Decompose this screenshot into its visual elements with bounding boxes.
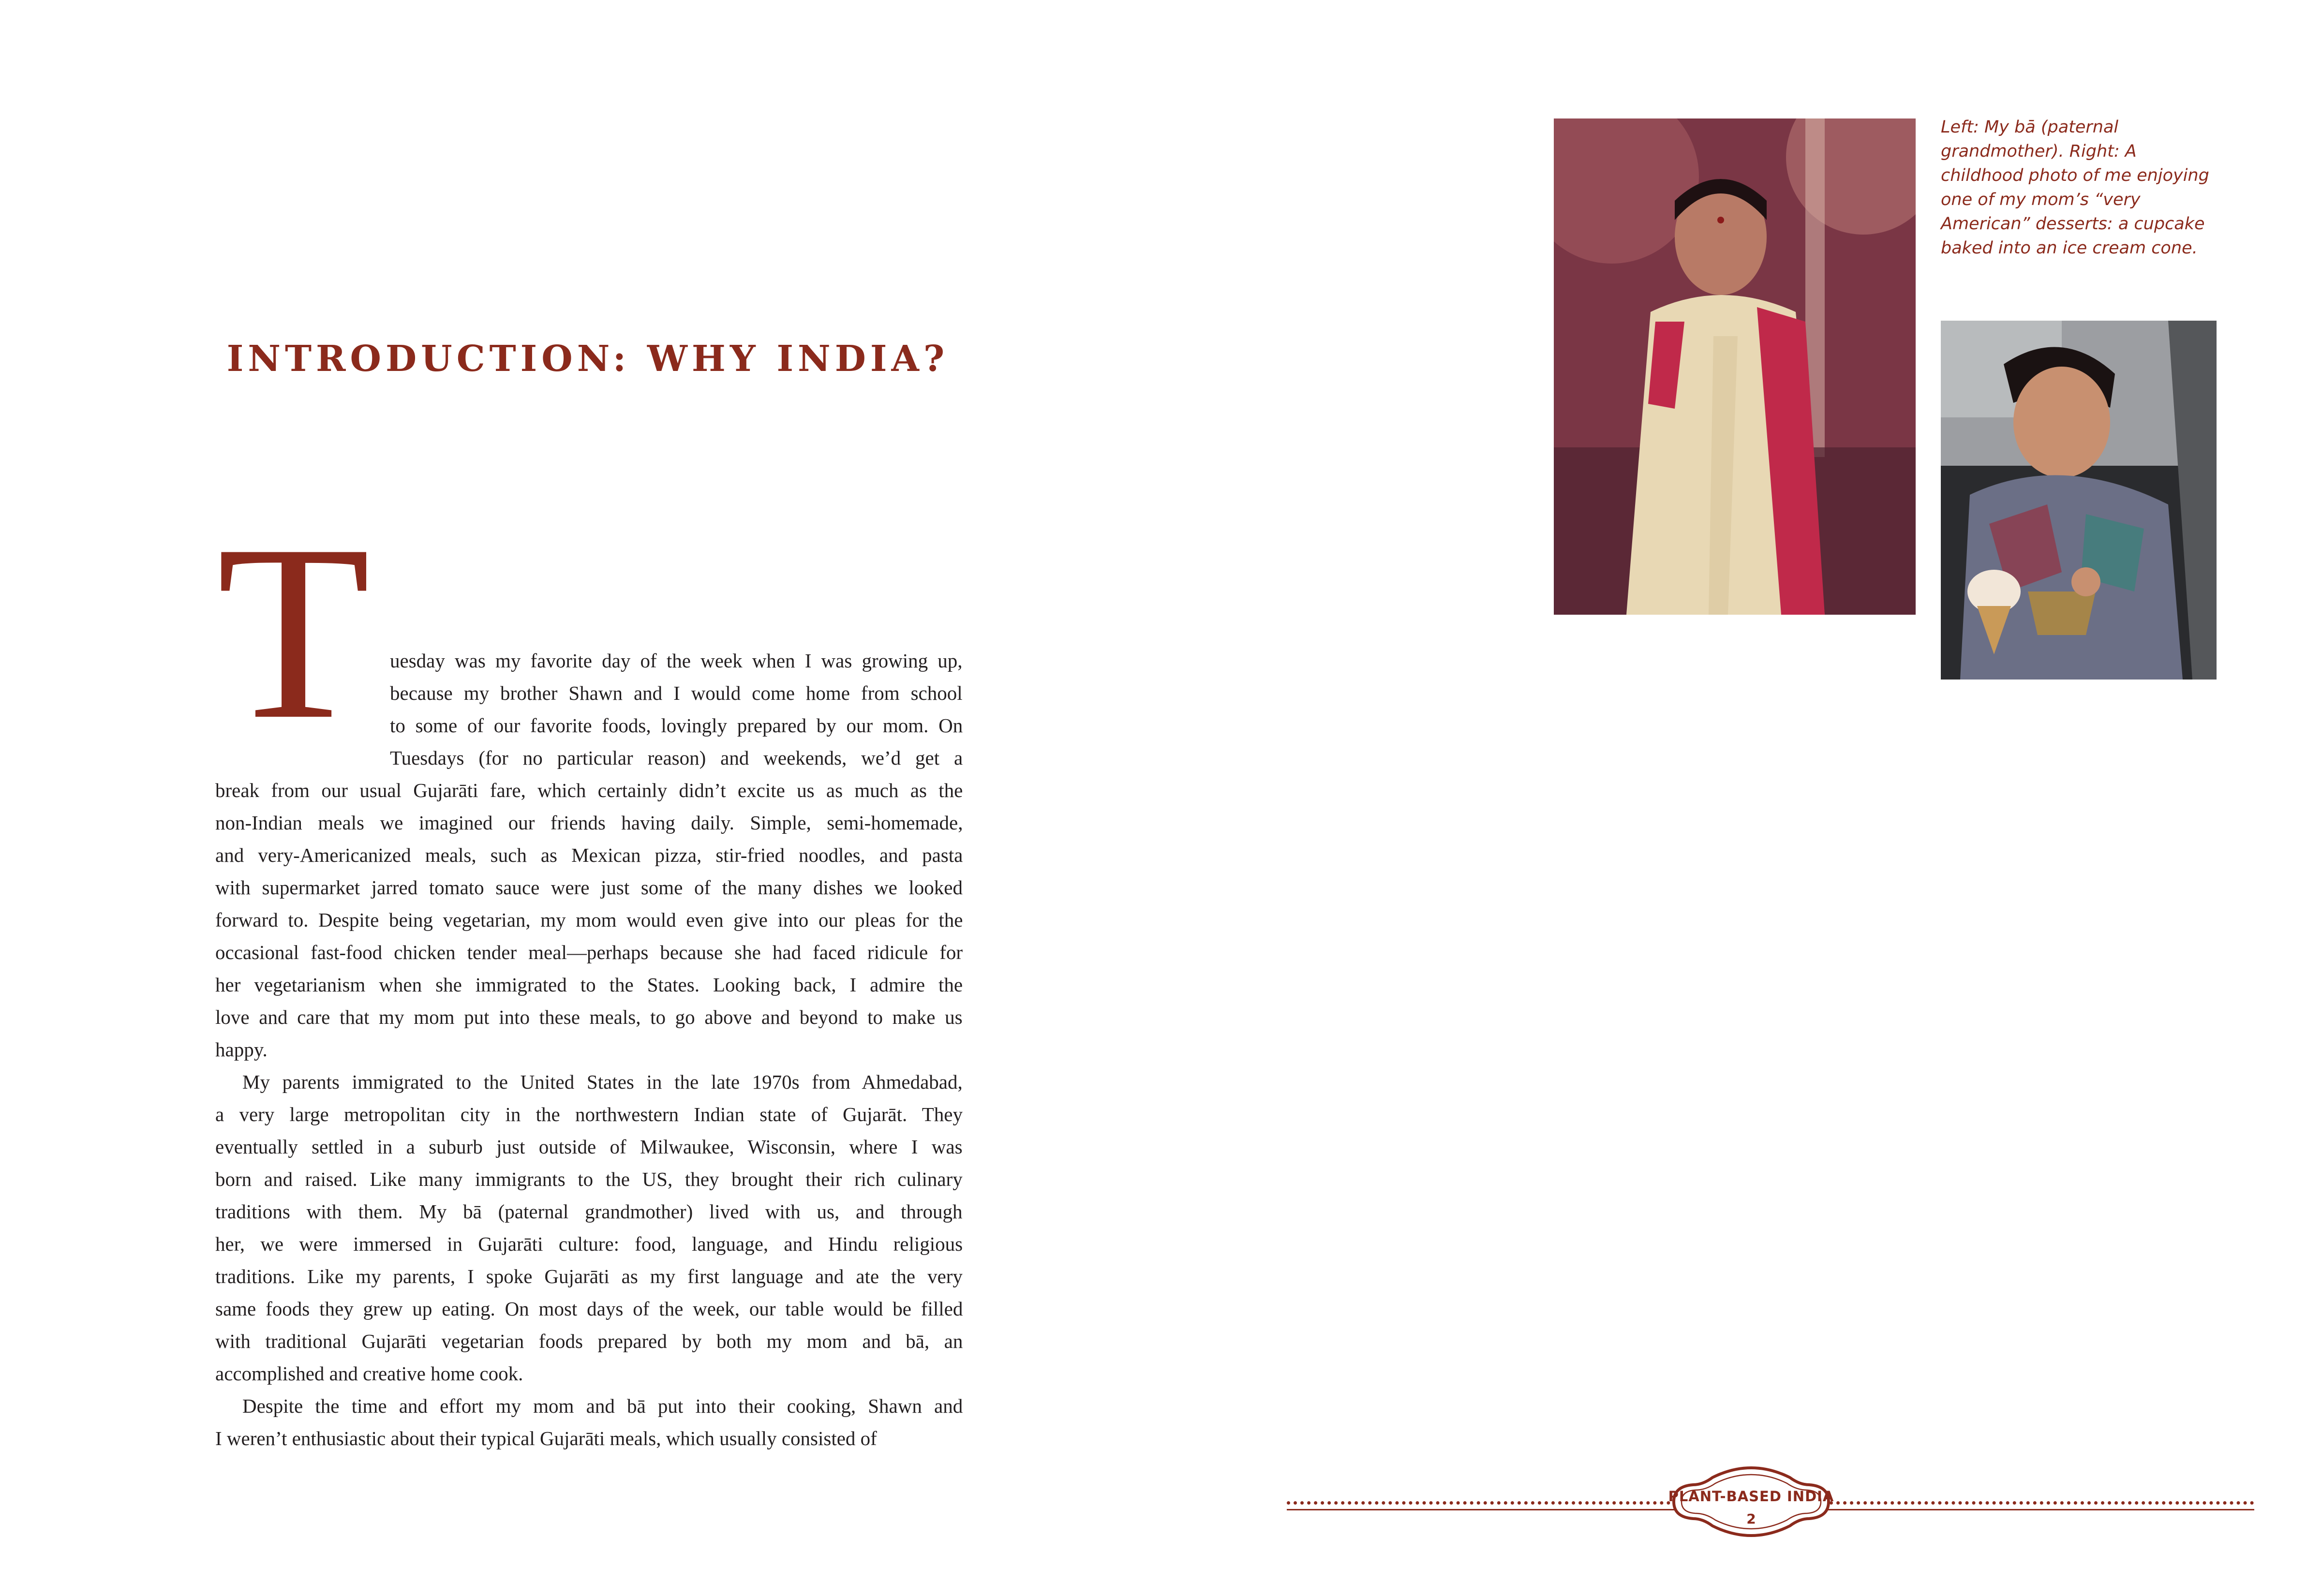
childhood-photo: [1941, 321, 2217, 680]
text-line: non-Indian meals we imagined our friends having daily. Simple, semi-homemade,: [215, 812, 963, 834]
footer-book-title: PLANT-BASED INDIA: [1668, 1488, 1834, 1505]
text-line: and very-Americanized meals, such as Mexican pizza, stir-fried noodles, and pasta: [215, 844, 963, 866]
text-line: love and care that my mom put into these meals, to go above and beyond to make us: [215, 1006, 963, 1028]
text-line: Tuesdays (for no particular reason) and weekends, we’d get a: [390, 747, 963, 769]
text-line: break from our usual Gujarāti fare, which certainly didn’t excite us as much as the: [215, 779, 963, 801]
text-line: eventually settled in a suburb just outside of Milwaukee, Wisconsin, where I was: [215, 1136, 963, 1158]
text-line: same foods they grew up eating. On most days of the week, our table would be filled: [215, 1298, 963, 1320]
text-line: her, we were immersed in Gujarāti culture: food, language, and Hindu religious: [215, 1233, 963, 1255]
chapter-title: INTRODUCTION: WHY INDIA?: [226, 338, 949, 380]
text-line: My parents immigrated to the United States in the late 1970s from Ahmedabad,: [242, 1071, 963, 1093]
text-line: with supermarket jarred tomato sauce were just some of the many dishes we looked: [215, 876, 963, 899]
text-line: traditions. Like my parents, I spoke Gujarāti as my first language and ate the very: [215, 1265, 963, 1287]
text-line: accomplished and creative home cook.: [215, 1362, 523, 1385]
drop-cap: T: [217, 493, 371, 771]
text-line: a very large metropolitan city in the northwestern Indian state of Gujarāt. They: [215, 1103, 963, 1125]
photo-caption: Left: My bā (paternal grandmother). Right: A childhood photo of me enjoying one of my mom’s “very American” desserts: a cupcake baked into an ice cream cone.: [1941, 118, 2209, 258]
text-line: occasional fast-food chicken tender meal—perhaps because she had faced ridicule for: [215, 941, 963, 963]
page-number: 2: [1746, 1511, 1756, 1527]
text-line: uesday was my favorite day of the week when I was growing up,: [390, 650, 963, 672]
text-line: because my brother Shawn and I would come home from school: [390, 682, 963, 704]
text-line: her vegetarianism when she immigrated to the States. Looking back, I admire the: [215, 974, 963, 996]
text-line: Despite the time and effort my mom and bā put into their cooking, Shawn and: [242, 1395, 963, 1417]
text-line: with traditional Gujarāti vegetarian foods prepared by both my mom and bā, an: [215, 1330, 963, 1352]
text-line: happy.: [215, 1038, 268, 1061]
text-line: to some of our favorite foods, lovingly prepared by our mom. On: [390, 714, 963, 737]
text-line: born and raised. Like many immigrants to the US, they brought their rich culinary: [215, 1168, 963, 1190]
grandmother-photo: [1554, 118, 1916, 615]
text-line: I weren’t enthusiastic about their typical Gujarāti meals, which usually consisted of: [215, 1427, 877, 1449]
text-line: traditions with them. My bā (paternal grandmother) lived with us, and through: [215, 1200, 963, 1223]
text-line: forward to. Despite being vegetarian, my mom would even give into our pleas for the: [215, 909, 963, 931]
